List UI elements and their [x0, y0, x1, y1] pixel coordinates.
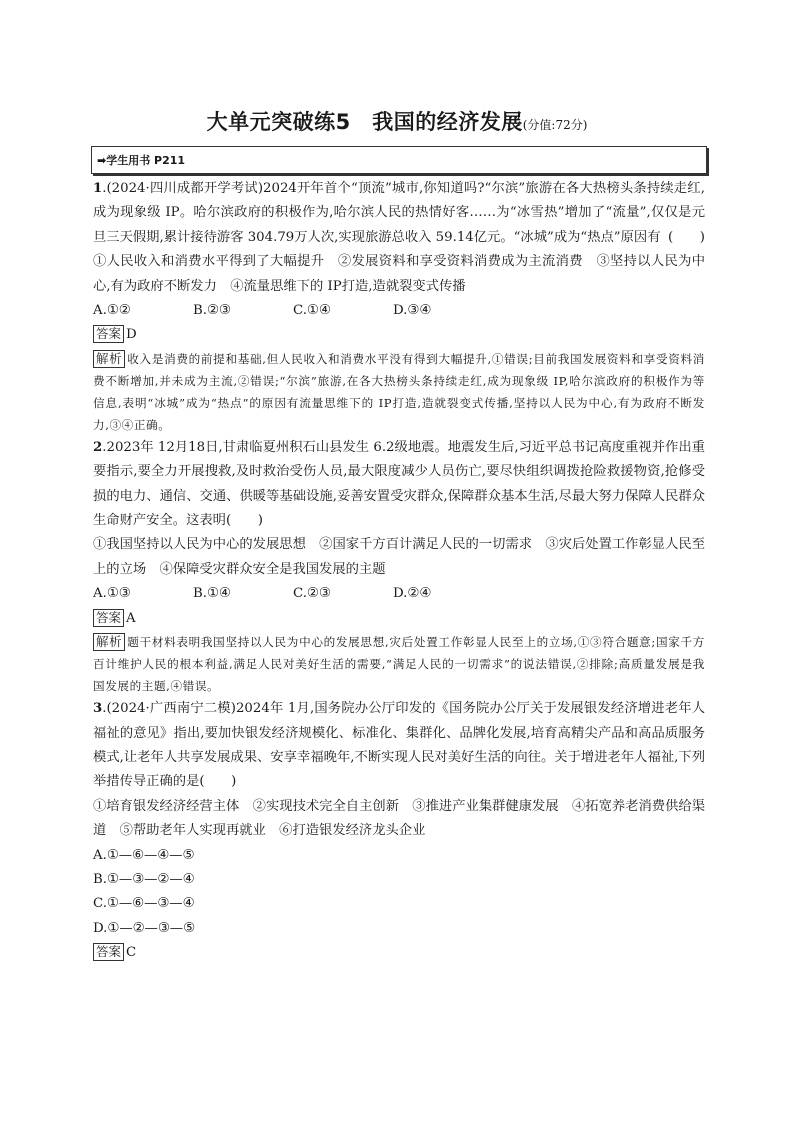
answer-label: 答案 [93, 609, 124, 627]
answer-blank: ( ) [199, 774, 237, 790]
option-b[interactable]: B.①—③—②—④ [93, 871, 195, 887]
analysis-line [93, 631, 705, 697]
option-d[interactable]: D.①—②—③—⑤ [93, 920, 195, 936]
option-d[interactable]: D.②④ [393, 586, 432, 602]
answer-label: 答案 [93, 325, 124, 343]
analysis-text: 题干材料表明我国坚持以人民为中心的发展思想,灾后处置工作彰显人民至上的立场,①③符合题意;国家千方百计维护人民的根本利益,满足人民对美好生活的需要,“满足人民的一切需求”的说法错误,②排除;高质量发展是我国发展的主题,④错误。 [93, 635, 705, 694]
option-c[interactable]: C.②③ [293, 586, 331, 602]
question-stem [93, 697, 705, 795]
analysis-text: 收入是消费的前提和基础,但人民收入和消费水平没有得到大幅提升,①错误;目前我国发展资料和享受资料消费不断增加,并未成为主流,②错误;“尔滨”旅游,在各大热榜头条持续走红,成为现象级 IP,哈尔滨政府的积极作为等信息,表明“冰城”成为“热点”的原因有流量思维下的 IP打造,造就裂变式传播,坚持以人民为中心,有为政府不断发力,③④正确。 [93, 351, 705, 432]
section-header-bar [91, 146, 707, 174]
answer-line [93, 323, 705, 347]
question-items: ①培育银发经济经营主体 ②实现技术完全自主创新 ③推进产业集群健康发展 ④拓宽养老消费供给渠道 ⑤帮助老年人实现再就业 ⑥打造银发经济龙头企业 [93, 798, 705, 839]
option-c[interactable]: C.①④ [293, 303, 331, 319]
option-c[interactable]: C.①—⑥—③—④ [93, 896, 195, 912]
option-b[interactable]: B.①④ [193, 586, 231, 602]
question-stem [93, 436, 705, 534]
answer-line [93, 941, 705, 965]
answer-blank: ( ) [225, 513, 263, 529]
question-text: .(2024·广西南宁二模)2024年 1月,国务院办公厅印发的《国务院办公厅关于发展银发经济增进老年人福祉的意见》指出,要加快银发经济规模化、标准化、集群化、品牌化发展,培育高精尖产品和高品质服务模式,让老年人共享发展成果、安享幸福晚年,不断实现人民对美好生活的向往。关于增进老年人福祉,下列举措传导正确的是 [93, 701, 705, 790]
question-3 [93, 697, 705, 965]
option-a[interactable]: A.①③ [93, 586, 131, 602]
option-b[interactable]: B.②③ [193, 303, 231, 319]
option-d[interactable]: D.③④ [393, 303, 432, 319]
question-1 [93, 177, 705, 436]
question-text: .2023年 12月18日,甘肃临夏州积石山县发生 6.2级地震。地震发生后,习近平总书记高度重视并作出重要指示,要全力开展搜救,及时救治受伤人员,最大限度减少人员伤亡,要尽快组织调拨抢险救援物资,抢修受损的电力、通信、交通、供暖等基础设施,妥善安置受灾群众,保障群众基本生活,尽最大努力保障人民群众生命财产安全。这表明 [93, 439, 705, 529]
title-main: 大单元突破练5 我国的经济发展 [206, 110, 523, 134]
question-items: ①人民收入和消费水平得到了大幅提升 ②发展资料和享受资料消费成为主流消费 ③坚持以人民为中心,有为政府不断发力 ④流量思维下的 IP打造,造就裂变式传播 [93, 254, 705, 294]
question-options [93, 582, 705, 606]
question-number: 1 [93, 181, 103, 196]
question-stem [93, 177, 705, 250]
student-book-tag: ➡学生用书 P211 [97, 154, 186, 167]
question-2 [93, 436, 705, 697]
answer-value: C [126, 945, 137, 961]
analysis-label: 解析 [93, 633, 125, 651]
question-text: .(2024·四川成都开学考试)2024开年首个“顶流”城市,你知道吗?“尔滨”旅游在各大热榜头条持续走红,成为现象级 IP。哈尔滨政府的积极作为,哈尔滨人民的热情好客……为“冰雪热”增加了“流量”,仅仅是元旦三天假期,累计接待游客 304.79万人次,实现旅游总收入 59.14亿元。“冰城”成为“热点”原因有 [93, 181, 705, 245]
answer-label: 答案 [93, 943, 124, 961]
answer-line [93, 607, 705, 631]
question-number: 3 [93, 701, 103, 717]
answer-value: D [126, 327, 137, 343]
analysis-line [93, 348, 705, 436]
question-items: ①我国坚持以人民为中心的发展思想 ②国家千方百计满足人民的一切需求 ③灾后处置工作彰显人民至上的立场 ④保障受灾群众安全是我国发展的主题 [93, 537, 705, 577]
analysis-label: 解析 [93, 350, 125, 368]
question-number: 2 [93, 439, 103, 455]
answer-value: A [126, 610, 136, 626]
page-title [0, 106, 794, 136]
answer-blank: ( ) [668, 229, 705, 245]
option-a[interactable]: A.①② [93, 303, 131, 319]
option-a[interactable]: A.①—⑥—④—⑤ [93, 847, 195, 863]
title-score: (分值:72分) [522, 118, 588, 132]
question-options [93, 299, 705, 323]
questions-area [93, 177, 705, 966]
